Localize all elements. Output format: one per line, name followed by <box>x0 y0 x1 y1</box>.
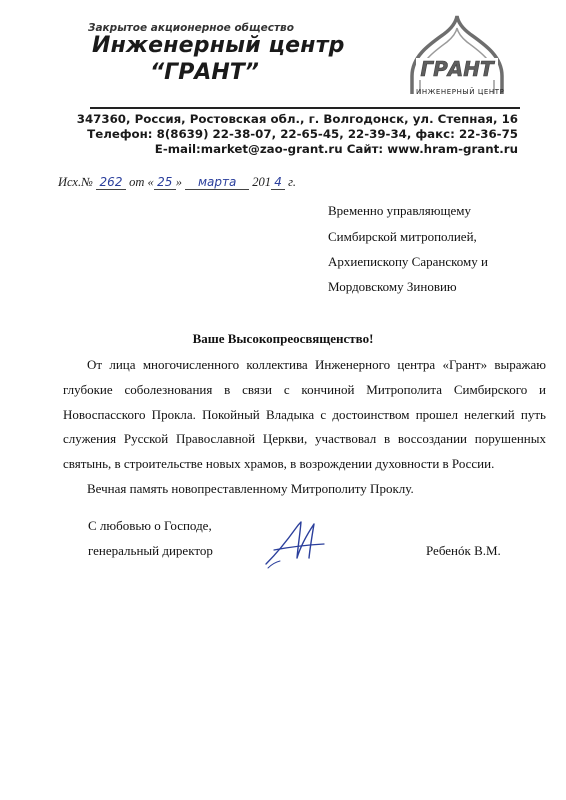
outgoing-year-suffix: 4 <box>271 176 285 190</box>
company-name-line1: Инженерный центр <box>92 33 345 58</box>
recipient-line: Архиепископу Саранскому и <box>328 254 488 269</box>
body-paragraph: Вечная память новопреставленному Митрополиту Проклу. <box>87 480 414 496</box>
outgoing-day: 25 <box>154 176 176 190</box>
logo-subtitle: ИНЖЕНЕРНЫЙ ЦЕНТР <box>416 88 505 96</box>
contact-phones: Телефон: 8(8639) 22-38-07, 22-65-45, 22-39-34, факс: 22-36-75 <box>87 127 518 141</box>
recipient-line: Мордовскому Зиновию <box>328 279 457 294</box>
outgoing-from-label: от « <box>129 175 154 189</box>
logo-text: ГРАНТ <box>420 57 494 81</box>
outgoing-prefix: Исх.№ <box>58 175 93 189</box>
outgoing-year-label: г. <box>288 175 296 189</box>
outgoing-year-prefix: 201 <box>252 175 272 189</box>
contact-address: 347360, Россия, Ростовская обл., г. Волгодонск, ул. Степная, 16 <box>76 112 518 126</box>
closing-phrase: С любовью о Господе, <box>88 518 212 533</box>
letter-body <box>63 353 546 502</box>
body-paragraph: От лица многочисленного коллектива Инженерного центра «Грант» выражаю глубокие соболезнования в связи с кончиной Митрополита Симбирского и Новоспасского Прокла. Покойный Владыка с достоинством прошел нелегкий путь служения Русской Православной Церкви, участвовал в воссоздании порушенных святынь, в строительстве новых храмов, в возрождении духовности в России. <box>63 357 546 472</box>
outgoing-number-line <box>58 175 296 190</box>
recipient-line: Симбирской митрополией, <box>328 229 477 244</box>
outgoing-day-close: » <box>175 175 183 189</box>
recipient-line: Временно управляющему <box>328 203 471 218</box>
header-divider <box>90 107 520 109</box>
company-type: Закрытое акционерное общество <box>88 22 294 34</box>
contact-email-site: E-mail:market@zao-grant.ru Сайт: www.hram-grant.ru <box>154 142 518 156</box>
company-name-line2: “ГРАНТ” <box>150 60 259 85</box>
outgoing-number: 262 <box>96 176 126 190</box>
salutation: Ваше Высокопреосвященство! <box>192 331 374 346</box>
signer-name: Ребенóк В.М. <box>426 543 501 558</box>
outgoing-month: марта <box>185 176 249 190</box>
handwritten-signature <box>262 514 328 572</box>
signature-icon <box>262 514 328 572</box>
signer-title: генеральный директор <box>88 543 213 558</box>
